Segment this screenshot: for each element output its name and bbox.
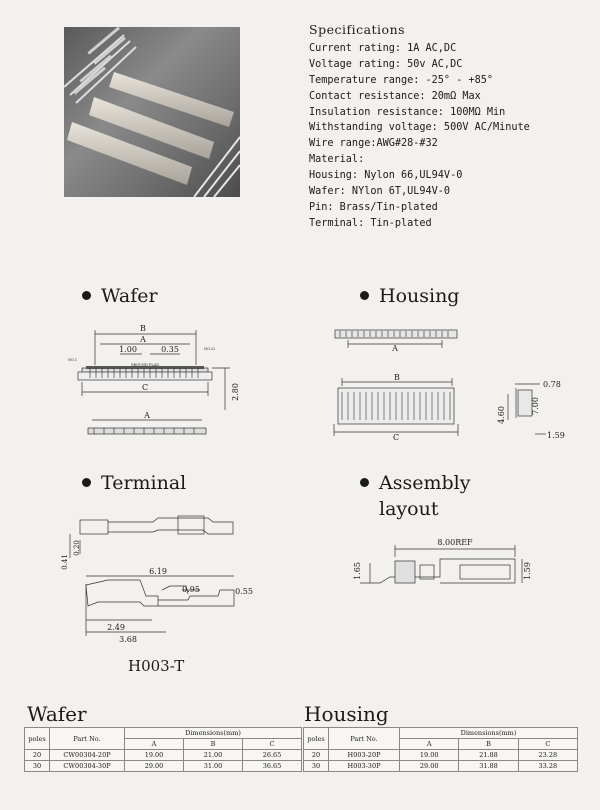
wafer-dim-035: 0.35: [161, 345, 179, 354]
specifications: [309, 22, 589, 232]
spec-line: Terminal: Tin-plated: [309, 217, 432, 229]
housing-dim-c: C: [392, 433, 400, 442]
housing-dim-159: 1.59: [547, 431, 565, 440]
bullet-icon: [82, 478, 91, 487]
terminal-dim-041: 0.41: [61, 554, 69, 570]
header-poles: poles: [304, 728, 329, 750]
header-part-no: Part No.: [50, 728, 125, 750]
housing-dim-700: 7.00: [531, 397, 540, 415]
terminal-dim-368: 3.68: [119, 635, 137, 644]
housing-dim-b: B: [394, 373, 400, 382]
section-assembly-title: Assembly layout: [379, 472, 471, 520]
table-row: 30 CW00304-30P 29.00 31.00 36.65: [25, 761, 302, 772]
assembly-dim-159: 1.59: [523, 562, 532, 580]
header-part-no: Part No.: [329, 728, 400, 750]
terminal-dim-095: 0.95: [182, 585, 200, 594]
header-c: C: [243, 739, 302, 750]
table-header-row: [304, 728, 578, 739]
wafer-label-ground: GROUND PLAN: [130, 363, 160, 367]
terminal-dim-619: 6.19: [149, 567, 167, 576]
spec-line: Contact resistance: 20mΩ Max: [309, 90, 481, 102]
wafer-table-heading: Wafer: [27, 702, 87, 726]
spec-line: Withstanding voltage: 500V AC/Minute: [309, 122, 530, 134]
wafer-dim-c: C: [141, 383, 149, 392]
assembly-dim-165: 1.65: [353, 562, 362, 580]
table-row: 20 CW00304-20P 19.00 21.00 26.65: [25, 750, 302, 761]
terminal-dim-249: 2.49: [107, 623, 125, 632]
housing-dim-078: 0.78: [543, 380, 561, 389]
header-a: A: [400, 739, 459, 750]
wafer-dim-b: B: [140, 324, 146, 333]
section-terminal-title: Terminal: [101, 472, 187, 494]
housing-dim-a: A: [392, 344, 398, 353]
header-a: A: [125, 739, 184, 750]
assembly-drawing: [340, 535, 540, 595]
section-assembly: [360, 470, 470, 522]
wafer-label-no-n: NO.22: [204, 347, 216, 351]
table-header-row: [25, 728, 302, 739]
header-dimensions: Dimensions(mm): [125, 728, 302, 739]
spec-line: Insulation resistance: 100MΩ Min: [309, 106, 506, 118]
terminal-dim-055: 0.55: [235, 587, 253, 596]
housing-dim-460: 4.60: [497, 406, 506, 424]
spec-line: Wafer: NYlon 6T,UL94V-0: [309, 186, 451, 198]
header-poles: poles: [25, 728, 50, 750]
header-c: C: [518, 739, 577, 750]
section-wafer-title: Wafer: [101, 285, 158, 307]
bullet-icon: [360, 291, 369, 300]
terminal-dim-020: 0.20: [73, 540, 81, 556]
wafer-dim-a: A: [140, 335, 146, 344]
wafer-label-no1: NO.1: [68, 358, 78, 362]
table-row: 30 H003-30P 29.00 31.88 33.28: [304, 761, 578, 772]
wafer-dim-pitch: 1.00: [119, 345, 137, 354]
wafer-dim-a-bottom: A: [144, 411, 150, 420]
section-terminal: [82, 470, 186, 496]
terminal-part-number: H003-T: [128, 657, 185, 675]
spec-line: Material:: [309, 154, 365, 166]
connector-photo-illustration: [64, 27, 240, 197]
bullet-icon: [82, 291, 91, 300]
spec-line: Housing: Nylon 66,UL94V-0: [309, 170, 463, 182]
terminal-drawing: [58, 510, 268, 670]
section-wafer: [82, 283, 158, 309]
table-row: 20 H003-20P 19.00 21.88 23.28: [304, 750, 578, 761]
header-b: B: [459, 739, 518, 750]
spec-line: Temperature range: -25° - +85°: [309, 74, 494, 86]
housing-table-heading: Housing: [304, 702, 389, 726]
housing-dimensions-table: [303, 727, 578, 772]
section-housing-title: Housing: [379, 285, 460, 307]
spec-line: Wire range:AWG#28-#32: [309, 138, 438, 150]
housing-drawing: [330, 322, 570, 447]
spec-title: Specifications: [309, 22, 406, 37]
spec-line: Voltage rating: 50v AC,DC: [309, 58, 463, 70]
product-photo: [64, 27, 240, 197]
spec-line: Pin: Brass/Tin-plated: [309, 201, 438, 213]
header-b: B: [184, 739, 243, 750]
bullet-icon: [360, 478, 369, 487]
wafer-dimensions-table: [24, 727, 302, 772]
assembly-dim-800: 8.00REF: [437, 538, 473, 547]
header-dimensions: Dimensions(mm): [400, 728, 578, 739]
wafer-dim-280: 2.80: [231, 383, 240, 401]
section-housing: [360, 283, 459, 309]
wafer-drawing: [60, 320, 240, 445]
spec-line: Current rating: 1A AC,DC: [309, 42, 457, 54]
